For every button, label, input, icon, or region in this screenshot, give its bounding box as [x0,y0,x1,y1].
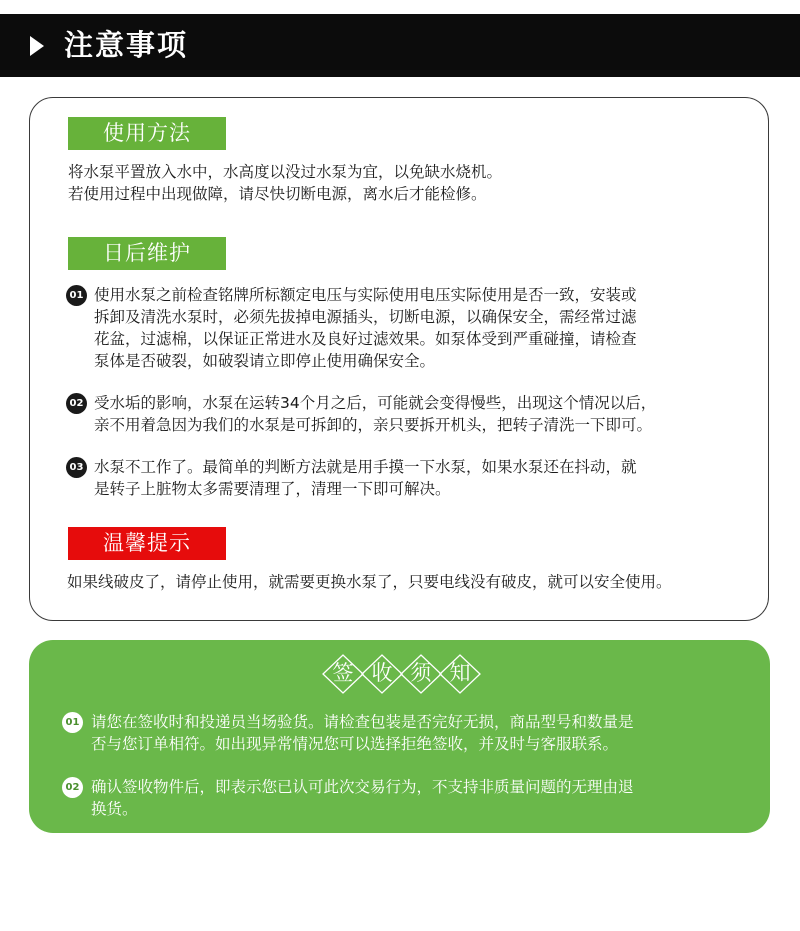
tips-tag: 温馨提示 [68,527,226,560]
item-line: 请您在签收时和投递员当场验货。请检查包装是否完好无损，商品型号和数量是 [91,713,634,731]
banner-char: 签 [332,661,354,685]
usage-line-1: 将水泵平置放入水中，水高度以没过水泵为宜，以免缺水烧机。 [68,163,503,181]
play-triangle-icon [30,36,44,56]
usage-tag: 使用方法 [68,117,226,150]
item-line: 是转子上脏物太多需要清理了，清理一下即可解决。 [94,480,451,498]
number-badge: 01 [66,285,87,306]
number-badge: 01 [62,712,83,733]
receipt-banner [321,652,483,696]
item-line: 拆卸及清洗水泵时，必须先拔掉电源插头，切断电源，以确保安全，需经常过滤 [94,308,637,326]
usage-line-2: 若使用过程中出现做障，请尽快切断电源，离水后才能检修。 [68,185,487,203]
banner-char: 知 [449,661,471,685]
tips-text: 如果线破皮了，请停止使用，就需要更换水泵了，只要电线没有破皮，就可以安全使用。 [67,573,672,591]
maintenance-tag: 日后维护 [68,237,226,270]
number-badge: 02 [66,393,87,414]
header-bar [0,14,800,77]
banner-char: 收 [371,661,393,685]
receipt-notice-panel [29,640,770,833]
item-line: 受水垢的影响，水泵在运转34个月之后，可能就会变得慢些，出现这个情况以后， [94,394,657,412]
instructions-panel [29,97,769,621]
banner-char: 须 [410,661,432,685]
item-line: 泵体是否破裂，如破裂请立即停止使用确保安全。 [94,352,436,370]
item-line: 花盆，过滤棉，以保证正常进水及良好过滤效果。如泵体受到严重碰撞，请检查 [94,330,637,348]
item-line: 水泵不工作了。最简单的判断方法就是用手摸一下水泵，如果水泵还在抖动，就 [94,458,637,476]
item-line: 确认签收物件后，即表示您已认可此次交易行为，不支持非质量问题的无理由退 [91,778,634,796]
item-line: 使用水泵之前检查铭牌所标额定电压与实际使用电压实际使用是否一致，安装或 [94,286,637,304]
item-line: 否与您订单相符。如出现异常情况您可以选择拒绝签收，并及时与客服联系。 [91,735,619,753]
page-title: 注意事项 [64,28,189,62]
number-badge: 03 [66,457,87,478]
item-line: 换货。 [91,800,138,818]
number-badge: 02 [62,777,83,798]
item-line: 亲不用着急因为我们的水泵是可拆卸的，亲只要拆开机头，把转子清洗一下即可。 [94,416,653,434]
